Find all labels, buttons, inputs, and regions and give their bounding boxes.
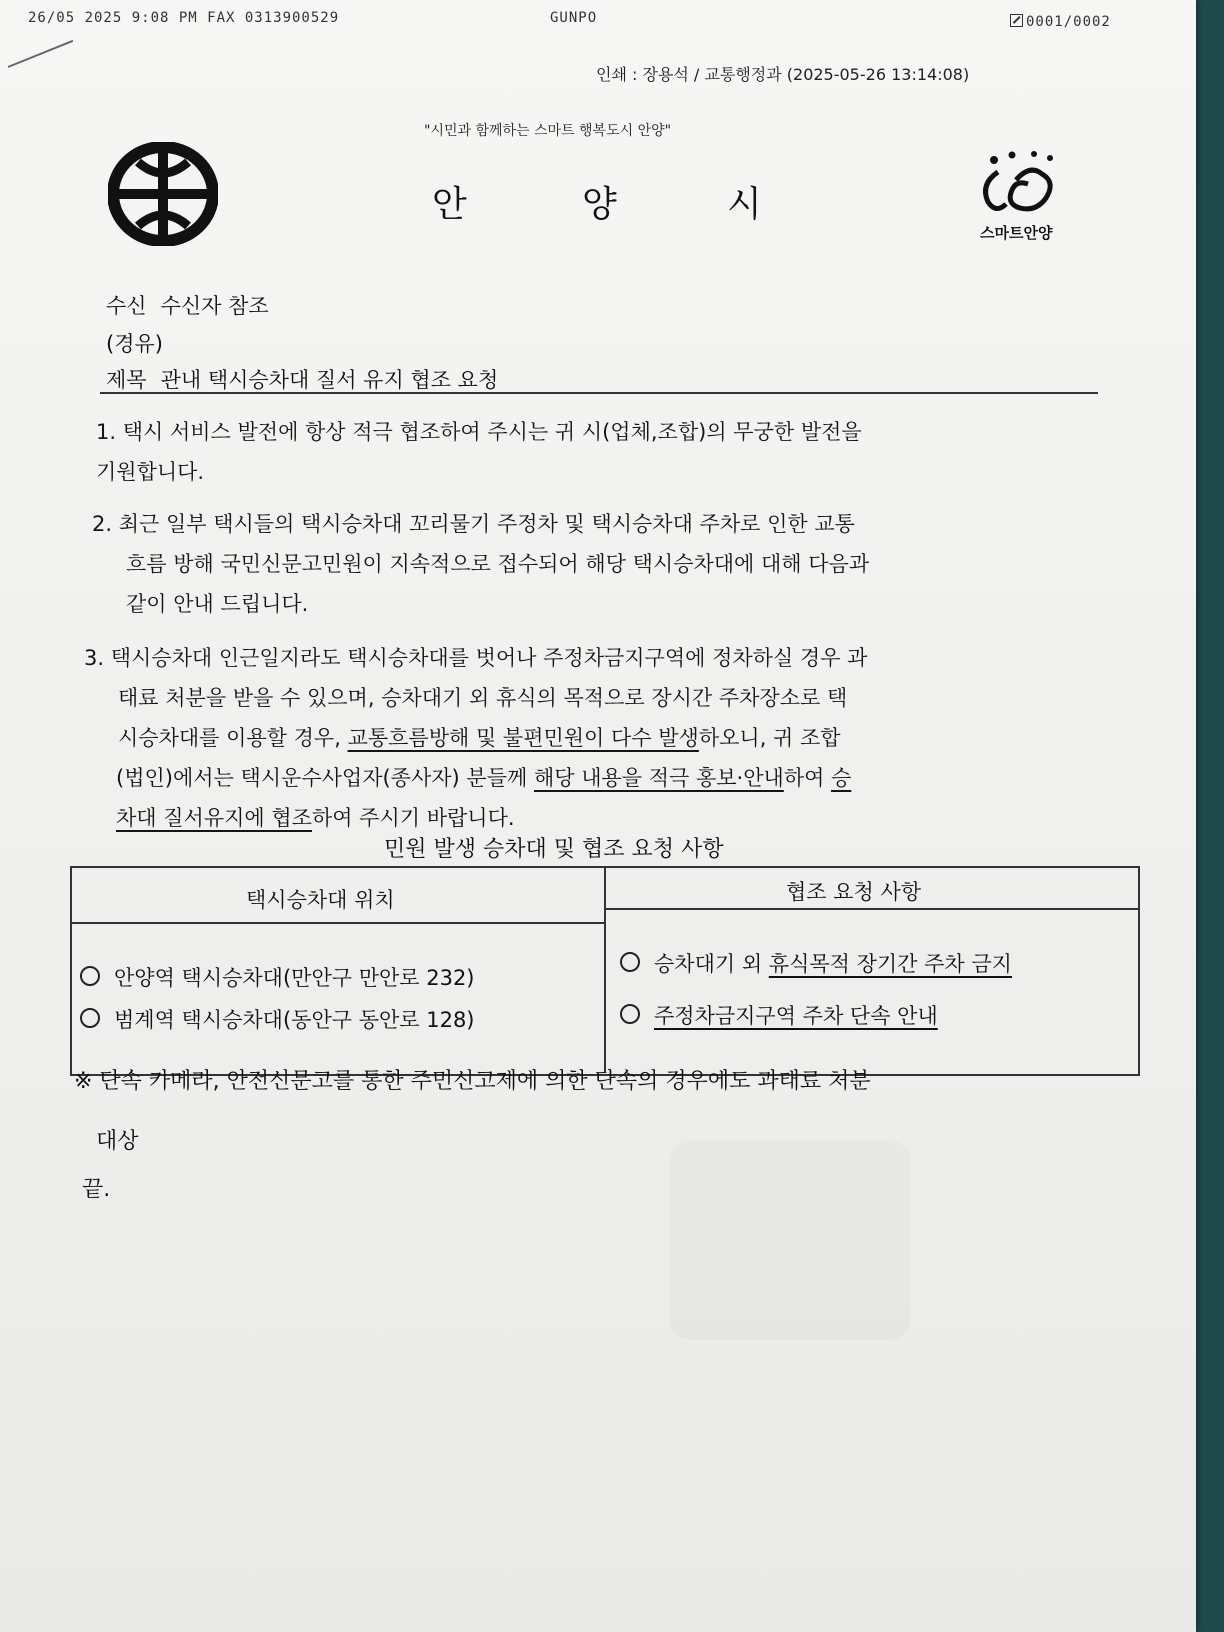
underlined-text: 차대 질서유지에 협조 — [116, 806, 312, 830]
smart-anyang-logo — [976, 150, 1066, 222]
brand-name: 스마트안양 — [980, 224, 1053, 242]
table-row-location — [80, 962, 475, 992]
print-info: 인쇄 : 장용석 / 교통행정과 (2025-05-26 13:14:08) — [596, 65, 970, 84]
circle-bullet-icon — [80, 966, 100, 986]
city-emblem-logo — [108, 142, 218, 246]
fax-sender-location: GUNPO — [550, 10, 598, 26]
request-underlined-text: 주정차금지구역 주차 단속 안내 — [654, 1004, 938, 1028]
edit-icon — [1010, 14, 1023, 27]
paragraph-1-line: 1. 택시 서비스 발전에 항상 적극 협조하여 주시는 귀 시(업체,조합)의 무궁한 발전을 — [96, 420, 862, 444]
paragraph-1-line: 기원합니다. — [96, 460, 205, 484]
table-header-location: 택시승차대 위치 — [246, 888, 395, 912]
table-title: 민원 발생 승차대 및 협조 요청 사항 — [384, 837, 724, 862]
recipient-line — [106, 290, 269, 320]
text-span: 시승차대를 이용할 경우, — [118, 726, 348, 750]
table-column-divider — [604, 868, 606, 1072]
circle-bullet-icon — [620, 1004, 640, 1024]
enforcement-note-continued: 대상 — [96, 1129, 139, 1154]
enforcement-note: ※ 단속 카메라, 안전신문고를 통한 주민신고제에 의한 단속의 경우에도 과태료 처분 — [74, 1069, 871, 1094]
underlined-text: 교통흐름방해 및 불편민원이 다수 발생 — [347, 726, 699, 750]
underlined-text: 승 — [831, 766, 852, 790]
table-header-request: 협조 요청 사항 — [786, 880, 922, 904]
location-text: 안양역 택시승차대(만안구 만안로 232) — [114, 966, 475, 990]
end-mark: 끝. — [82, 1177, 111, 1202]
paragraph-2-line: 같이 안내 드립니다. — [126, 592, 309, 616]
city-name-title — [432, 176, 762, 227]
faint-stamp-bleed — [670, 1140, 910, 1340]
paragraph-3-line — [116, 762, 851, 792]
table-header-divider-left — [70, 922, 606, 924]
location-text: 범계역 택시승차대(동안구 동안로 128) — [114, 1008, 475, 1032]
circle-bullet-icon — [80, 1008, 100, 1028]
subject-label: 제목 — [106, 368, 147, 392]
via-line: (경유) — [106, 332, 163, 356]
table-row-request — [620, 948, 1012, 978]
request-text: 승차대기 외 — [654, 952, 769, 976]
text-span: 하여 주시기 바랍니다. — [311, 806, 515, 830]
circle-bullet-icon — [620, 952, 640, 972]
paragraph-3-line: 태료 처분을 받을 수 있으며, 승차대기 외 휴식의 목적으로 장시간 주차장소로 택 — [118, 686, 848, 710]
city-slogan: "시민과 함께하는 스마트 행복도시 안양" — [424, 123, 672, 139]
recipient-value: 수신자 참조 — [160, 294, 269, 318]
text-span: 하여 — [783, 766, 832, 790]
paragraph-2-line: 2. 최근 일부 택시들의 택시승차대 꼬리물기 주정차 및 택시승차대 주차로 인한 교통 — [92, 512, 855, 536]
paragraph-2-line: 흐름 방해 국민신문고민원이 지속적으로 접수되어 해당 택시승차대에 대해 다음과 — [126, 552, 870, 576]
city-name-char: 안 — [432, 184, 467, 225]
table-row-location — [80, 1004, 475, 1034]
underlined-text: 해당 내용을 적극 홍보·안내 — [533, 766, 784, 790]
subject-value: 관내 택시승차대 질서 유지 협조 요청 — [160, 368, 499, 392]
recipient-label: 수신 — [106, 294, 147, 318]
city-name-char: 양 — [582, 184, 617, 225]
subject-divider — [100, 392, 1098, 394]
paragraph-3-line — [118, 722, 841, 752]
paragraph-3-line — [116, 802, 515, 832]
fax-page-number: 0001/0002 — [1026, 14, 1111, 30]
paragraph-3-line: 3. 택시승차대 인근일지라도 택시승차대를 벗어나 주정차금지구역에 정차하실 경우 과 — [84, 646, 868, 670]
table-row-request — [620, 1000, 938, 1030]
fax-header-line: 26/05 2025 9:08 PM FAX 0313900529 — [28, 10, 340, 26]
text-span: (법인)에서는 택시운수사업자(종사자) 분들께 — [116, 766, 534, 790]
request-underlined-text: 휴식목적 장기간 주차 금지 — [768, 952, 1012, 976]
subject-line — [106, 364, 498, 394]
text-span: 하오니, 귀 조합 — [698, 726, 841, 750]
table-header-divider-right — [604, 908, 1138, 910]
fax-page-counter — [1010, 14, 1111, 30]
pen-mark — [8, 40, 74, 68]
city-name-char: 시 — [727, 184, 762, 225]
